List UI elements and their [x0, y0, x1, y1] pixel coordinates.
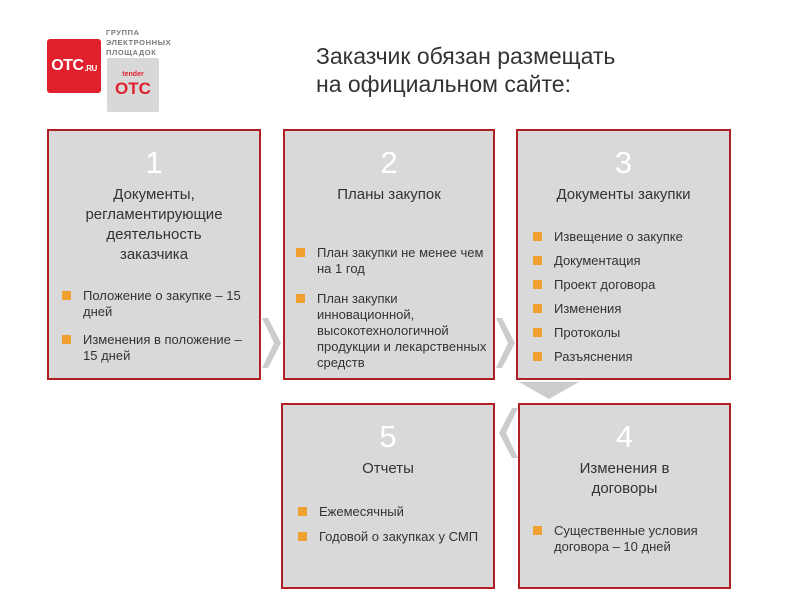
otc-logo — [47, 39, 101, 93]
box-2-heading — [285, 185, 493, 205]
bullet-icon — [533, 352, 542, 361]
list-item: Извещение о закупке — [524, 229, 729, 245]
box-1-heading-line: деятельность — [106, 226, 202, 243]
box-5-number: 5 — [379, 419, 397, 454]
title-line-2: на официальном сайте: — [316, 71, 571, 97]
box-2-heading-line: Планы закупок — [337, 186, 441, 203]
box-2-plans — [283, 129, 495, 380]
bullet-icon — [533, 526, 542, 535]
tender-otc-logo — [107, 58, 159, 112]
arrow-down-icon — [519, 382, 579, 400]
list-item: Документация — [524, 253, 729, 269]
otc-logo-suffix: .RU — [84, 63, 97, 73]
bullet-icon — [533, 304, 542, 313]
tender-logo-main: OTC — [115, 79, 151, 98]
page-title — [316, 42, 696, 98]
bullet-icon — [298, 532, 307, 541]
box-4-heading-line: Изменения в — [579, 460, 670, 477]
bullet-icon — [298, 507, 307, 516]
arrow-right-icon — [262, 318, 282, 368]
box-3-procurement-docs — [516, 129, 731, 380]
title-line-1: Заказчик обязан размещать — [316, 43, 616, 69]
list-item: Ежемесячный — [289, 504, 484, 520]
box-3-number: 3 — [614, 145, 633, 180]
box-2-number: 2 — [380, 145, 398, 180]
box-1-heading-line: регламентирующие — [85, 206, 223, 223]
box-5-list — [289, 504, 484, 545]
group-caption: ГРУППА ЭЛЕКТРОННЫХ ПЛОЩАДОК — [106, 28, 172, 57]
box-5-heading-line: Отчеты — [362, 460, 414, 477]
bullet-icon — [533, 256, 542, 265]
list-item: Положение о закупке – 15 дней — [53, 288, 253, 320]
box-3-heading-line: Документы закупки — [556, 186, 691, 203]
arrow-right-icon — [496, 318, 516, 368]
box-4-heading — [520, 459, 729, 499]
box-3-list — [524, 229, 729, 365]
bullet-icon — [62, 291, 71, 300]
list-item: Изменения — [524, 301, 729, 317]
tender-logo-small: tender — [122, 71, 144, 78]
arrow-left-icon — [498, 408, 518, 458]
bullet-icon — [533, 328, 542, 337]
bullet-icon — [533, 280, 542, 289]
box-4-contract-changes — [518, 403, 731, 589]
box-5-reports — [281, 403, 495, 589]
box-4-list — [524, 523, 729, 555]
bullet-icon — [533, 232, 542, 241]
otc-logo-text: OTC — [51, 57, 84, 74]
list-item: Годовой о закупках у СМП — [289, 529, 484, 545]
box-4-heading-line: договоры — [591, 480, 658, 497]
box-1-heading-line: Документы, — [113, 186, 195, 203]
box-1-documents — [47, 129, 261, 380]
box-1-list — [53, 288, 253, 364]
bullet-icon — [296, 248, 305, 257]
box-1-heading-line: заказчика — [119, 246, 189, 263]
box-1-number: 1 — [145, 145, 163, 180]
list-item: Существенные условия договора – 10 дней — [524, 523, 729, 555]
box-1-heading — [49, 185, 259, 265]
list-item: Разъяснения — [524, 349, 729, 365]
list-item: План закупки инновационной, высокотехнологичной продукции и лекарственных средств — [287, 291, 492, 371]
box-3-heading — [518, 185, 729, 205]
box-5-heading — [283, 459, 493, 479]
bullet-icon — [62, 335, 71, 344]
list-item: Протоколы — [524, 325, 729, 341]
bullet-icon — [296, 294, 305, 303]
list-item: План закупки не менее чем на 1 год — [287, 245, 492, 277]
list-item: Проект договора — [524, 277, 729, 293]
list-item: Изменения в положение – 15 дней — [53, 332, 253, 364]
box-2-list — [287, 245, 492, 371]
box-4-number: 4 — [615, 419, 634, 454]
